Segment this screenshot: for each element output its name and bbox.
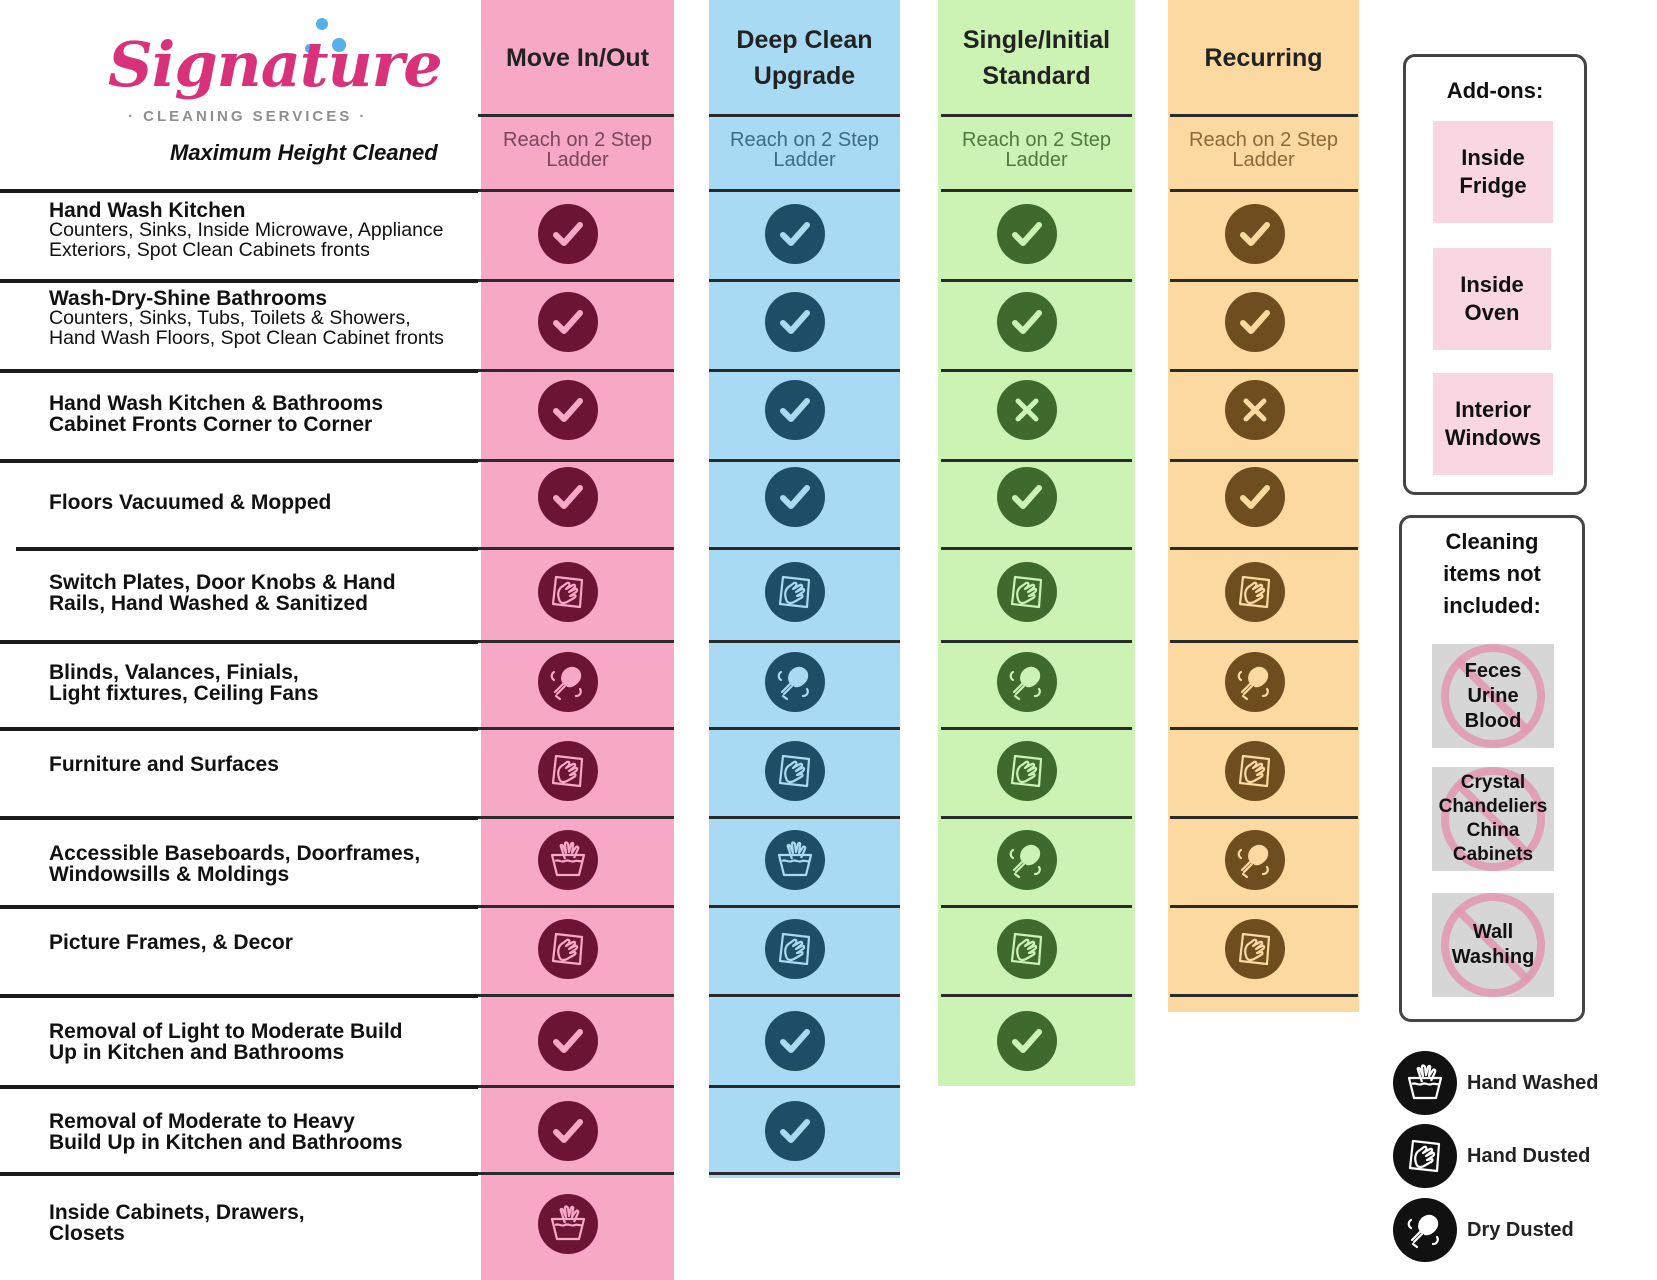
row-title: Build Up in Kitchen and Bathrooms — [49, 1131, 403, 1154]
row-divider — [709, 279, 900, 282]
row-title: Furniture and Surfaces — [49, 753, 279, 776]
service-row-label — [49, 1202, 479, 1244]
row-description: Hand Wash Floors, Spot Clean Cabinet fronts — [49, 326, 444, 349]
row-divider — [478, 640, 674, 643]
service-row-label — [49, 572, 479, 614]
row-divider — [478, 994, 674, 997]
column-reach-note: Reach on 2 Step Ladder — [962, 129, 1111, 171]
row-divider — [0, 727, 478, 731]
row-title: Removal of Light to Moderate Build — [49, 1020, 403, 1043]
row-title: Wash-Dry-Shine Bathrooms — [49, 287, 328, 310]
header-divider — [478, 114, 674, 117]
duster-icon — [1393, 1198, 1457, 1262]
header-divider — [709, 114, 900, 117]
service-row-label — [49, 200, 479, 260]
row-divider — [709, 547, 900, 550]
row-divider — [709, 994, 900, 997]
row-title: Rails, Hand Washed & Sanitized — [49, 592, 368, 615]
service-row-label — [49, 1111, 479, 1153]
row-divider — [0, 640, 478, 644]
check-icon — [1225, 204, 1285, 264]
column-reach-note: Reach on 2 Step Ladder — [730, 129, 879, 171]
excluded-feces-urine-blood — [1432, 644, 1554, 748]
row-divider — [941, 905, 1132, 908]
row-divider — [1170, 369, 1358, 372]
cloth-icon — [538, 919, 598, 979]
cloth-icon — [538, 741, 598, 801]
check-icon — [765, 292, 825, 352]
row-divider — [941, 640, 1132, 643]
row-divider — [1170, 816, 1358, 819]
row-divider — [0, 189, 478, 193]
company-logo — [100, 10, 442, 130]
row-title: Floors Vacuumed & Mopped — [49, 491, 332, 514]
row-divider — [709, 816, 900, 819]
duster-icon — [765, 652, 825, 712]
max-height-label: Maximum Height Cleaned — [170, 140, 438, 165]
check-icon — [997, 1011, 1057, 1071]
row-divider — [478, 279, 674, 282]
excluded-label: Crystal Chandeliers China Cabinets — [1438, 772, 1548, 865]
duster-icon — [997, 830, 1057, 890]
logo-wordmark: Signature — [108, 28, 442, 101]
row-divider — [941, 189, 1132, 192]
duster-icon — [1225, 830, 1285, 890]
row-divider — [0, 459, 478, 463]
service-row-label — [49, 393, 479, 435]
row-divider — [478, 816, 674, 819]
cloth-icon — [765, 919, 825, 979]
row-divider — [478, 547, 674, 550]
row-divider — [478, 727, 674, 730]
cloth-icon — [765, 741, 825, 801]
cloth-icon — [1225, 562, 1285, 622]
row-divider — [16, 547, 478, 551]
row-divider — [0, 1085, 478, 1089]
x-mark-icon — [997, 380, 1057, 440]
legend-label: Hand Washed — [1467, 1071, 1599, 1094]
row-title: Cabinet Fronts Corner to Corner — [49, 413, 373, 436]
row-title: Windowsills & Moldings — [49, 863, 290, 886]
row-divider — [478, 1085, 674, 1088]
check-icon — [538, 1101, 598, 1161]
check-icon — [538, 467, 598, 527]
check-icon — [538, 380, 598, 440]
row-divider — [1170, 547, 1358, 550]
bucket-icon — [765, 830, 825, 890]
service-row-label — [49, 754, 479, 775]
check-icon — [765, 467, 825, 527]
bucket-icon — [538, 1194, 598, 1254]
check-icon — [1225, 467, 1285, 527]
x-mark-icon — [1225, 380, 1285, 440]
row-divider — [478, 459, 674, 462]
duster-icon — [997, 652, 1057, 712]
cloth-icon — [1225, 741, 1285, 801]
column-reach-note: Reach on 2 Step Ladder — [503, 129, 652, 171]
check-icon — [765, 380, 825, 440]
row-title: Hand Wash Kitchen — [49, 199, 246, 222]
addons-title: Add-ons: — [1446, 78, 1544, 103]
row-divider — [478, 1172, 674, 1175]
row-title: Switch Plates, Door Knobs & Hand — [49, 571, 396, 594]
row-title: Closets — [49, 1222, 125, 1245]
row-title: Accessible Baseboards, Doorframes, — [49, 842, 421, 865]
cloth-icon — [997, 741, 1057, 801]
row-title: Blinds, Valances, Finials, — [49, 661, 299, 684]
row-divider — [709, 369, 900, 372]
duster-icon — [538, 652, 598, 712]
row-divider — [478, 369, 674, 372]
check-icon — [997, 467, 1057, 527]
row-divider — [709, 905, 900, 908]
row-divider — [941, 459, 1132, 462]
row-description: Exteriors, Spot Clean Cabinets fronts — [49, 238, 370, 261]
row-divider — [709, 459, 900, 462]
row-title: Removal of Moderate to Heavy — [49, 1110, 355, 1133]
legend-hand-dusted — [1393, 1124, 1590, 1188]
check-icon — [538, 292, 598, 352]
row-divider — [941, 279, 1132, 282]
excluded-label: Feces Urine Blood — [1464, 659, 1522, 732]
row-divider — [1170, 905, 1358, 908]
column-reach-note: Reach on 2 Step Ladder — [1189, 129, 1338, 171]
row-title: Inside Cabinets, Drawers, — [49, 1201, 305, 1224]
service-row-label — [49, 662, 479, 704]
row-divider — [941, 727, 1132, 730]
column-header: Single/Initial Standard — [962, 26, 1111, 90]
column-header: Move In/Out — [505, 44, 650, 72]
check-icon — [1225, 292, 1285, 352]
check-icon — [765, 1101, 825, 1161]
check-icon — [765, 1011, 825, 1071]
cloth-icon — [997, 562, 1057, 622]
row-description: Counters, Sinks, Inside Microwave, Appliance — [49, 219, 444, 241]
not-included-title: Cleaning items not included: — [1443, 529, 1541, 618]
cloth-icon — [1225, 919, 1285, 979]
service-row-label — [49, 288, 479, 348]
row-title: Picture Frames, & Decor — [49, 931, 293, 954]
row-title: Hand Wash Kitchen & Bathrooms — [49, 392, 384, 415]
column-header: Deep Clean Upgrade — [736, 26, 873, 90]
row-divider — [1170, 727, 1358, 730]
legend-dry-dusted — [1393, 1198, 1574, 1262]
duster-icon — [1225, 652, 1285, 712]
service-row-label — [49, 1021, 479, 1063]
row-divider — [941, 816, 1132, 819]
column-header: Recurring — [1204, 44, 1323, 72]
check-icon — [538, 1011, 598, 1071]
row-divider — [0, 905, 478, 909]
row-divider — [941, 369, 1132, 372]
row-divider — [478, 189, 674, 192]
addon-inside-oven: Inside Oven — [1433, 248, 1551, 350]
row-divider — [1170, 459, 1358, 462]
service-row-label — [49, 932, 479, 953]
addon-inside-fridge: Inside Fridge — [1433, 121, 1553, 223]
legend-hand-washed — [1393, 1051, 1599, 1115]
logo-subtitle: · CLEANING SERVICES · — [128, 108, 368, 125]
bucket-icon — [538, 830, 598, 890]
row-divider — [0, 816, 478, 820]
row-divider — [941, 994, 1132, 997]
service-row-label — [49, 843, 479, 885]
row-divider — [1170, 994, 1358, 997]
row-title: Up in Kitchen and Bathrooms — [49, 1041, 345, 1064]
excluded-crystal-china — [1432, 767, 1554, 871]
row-divider — [1170, 640, 1358, 643]
check-icon — [997, 292, 1057, 352]
check-icon — [538, 204, 598, 264]
check-icon — [997, 204, 1057, 264]
legend-label: Hand Dusted — [1467, 1144, 1591, 1167]
bucket-icon — [1393, 1051, 1457, 1115]
header-divider — [1170, 114, 1358, 117]
not-included-panel — [1399, 515, 1585, 1022]
cloth-icon — [765, 562, 825, 622]
row-title: Light fixtures, Ceiling Fans — [49, 682, 319, 705]
addons-panel — [1403, 54, 1587, 495]
cloth-icon — [538, 562, 598, 622]
row-divider — [0, 279, 478, 283]
addon-interior-windows: Interior Windows — [1433, 373, 1553, 475]
row-divider — [1170, 189, 1358, 192]
service-row-label — [49, 492, 479, 513]
row-divider — [709, 727, 900, 730]
header-divider — [941, 114, 1132, 117]
row-divider — [0, 994, 478, 998]
row-divider — [0, 1172, 478, 1176]
row-divider — [709, 189, 900, 192]
check-icon — [765, 204, 825, 264]
row-divider — [709, 1085, 900, 1088]
row-divider — [478, 905, 674, 908]
row-description: Counters, Sinks, Tubs, Toilets & Showers, — [49, 307, 411, 329]
legend-label: Dry Dusted — [1467, 1218, 1574, 1241]
row-divider — [709, 640, 900, 643]
cloth-icon — [1393, 1124, 1457, 1188]
row-divider — [1170, 279, 1358, 282]
excluded-wall-washing — [1432, 893, 1554, 997]
row-divider — [0, 369, 478, 373]
row-divider — [941, 547, 1132, 550]
excluded-label: Wall Washing — [1451, 921, 1535, 968]
cloth-icon — [997, 919, 1057, 979]
row-divider — [709, 1172, 900, 1175]
